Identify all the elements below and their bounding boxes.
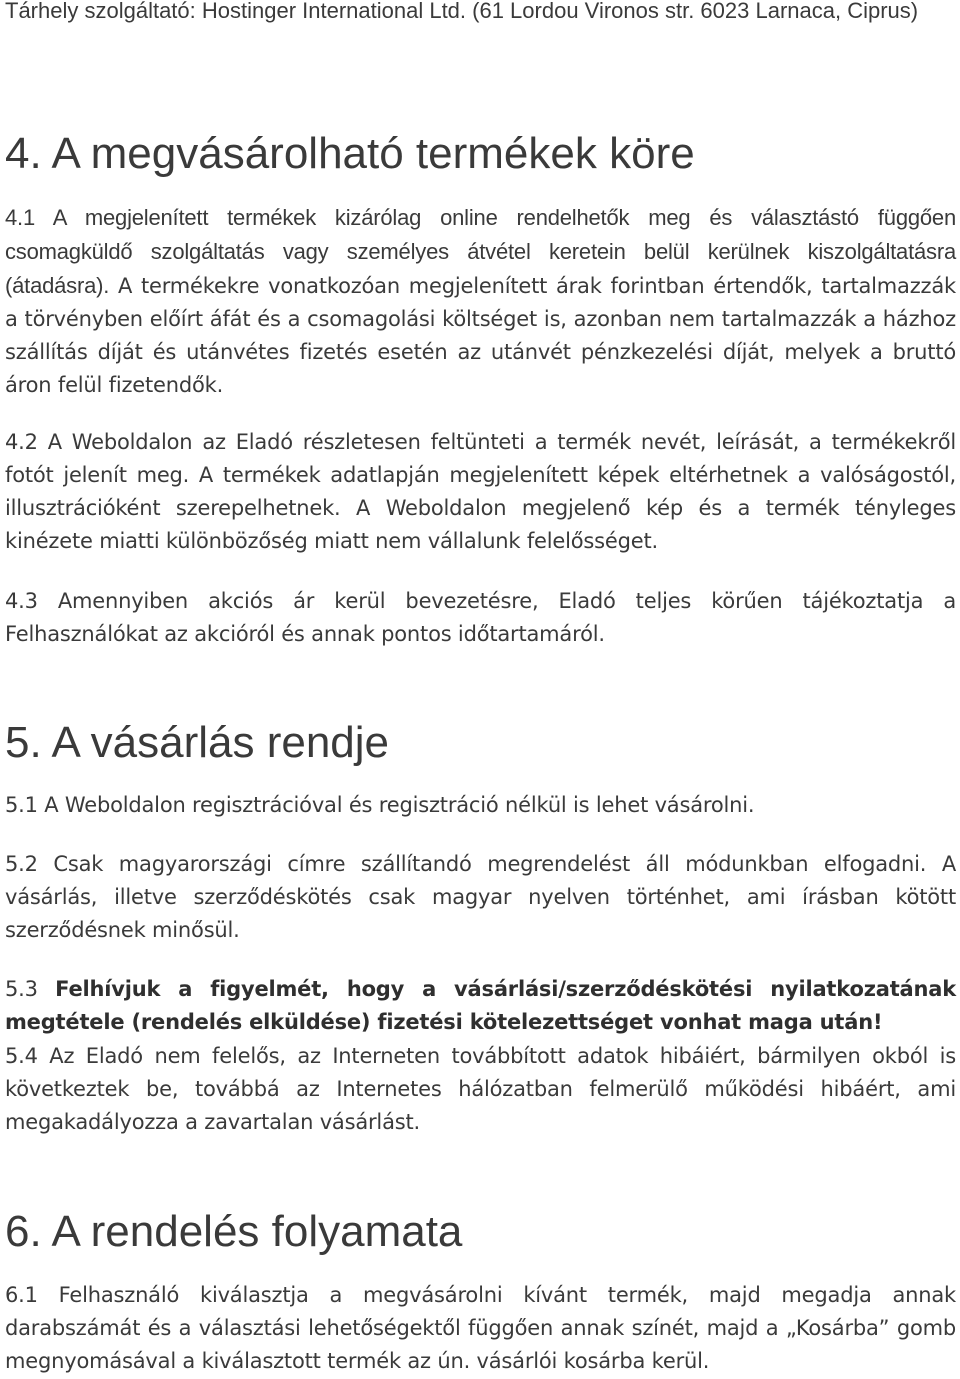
section-5-2-paragraph: 5.2 Csak magyarországi címre szállítandó megrendelést áll módunkban elfogadni. A vásárlás, illetve szerződéskötés csak magyar nyelven történhet, ami írásban kötött szerződésnek minősül.: [5, 852, 956, 942]
section-6-1-paragraph: 6.1 Felhasználó kiválasztja a megvásárolni kívánt termék, majd megadja annak darabszámát és a választási lehetőségektől függően annak színét, majd a „Kosárba” gomb megnyomásával a kiválasztott termék az ún. vásárlói kosárba kerül.: [5, 1283, 956, 1373]
section-4-1-paragraph: [5, 201, 956, 402]
section-5-3-paragraph: [5, 973, 956, 1039]
section-4-1-text-b: A termékekre vonatkozóan megjelenített árak forintban értendők, tartalmazzák a törvényben előírt áfát és a csomagolási költséget is, azonban nem tartalmazzák a házhoz szállítás díját és utánvétes fizetés esetén az utánvét pénzkezelési díját, melyek a bruttó áron felül fizetendők.: [5, 274, 956, 397]
section-5-heading: 5. A vásárlás rendje: [5, 718, 390, 767]
section-4-3-paragraph: 4.3 Amennyiben akciós ár kerül bevezetésre, Eladó teljes körűen tájékoztatja a Felhasználókat az akcióról és annak pontos időtartamáról.: [5, 589, 956, 646]
section-5-3-notice: Felhívjuk a figyelmét, hogy a vásárlási/szerződéskötési nyilatkozatának megtétele (rendelés elküldése) fizetési kötelezettséget vonhat maga után!: [5, 977, 956, 1034]
section-5-1-paragraph: 5.1 A Weboldalon regisztrációval és regisztráció nélkül is lehet vásárolni.: [5, 793, 755, 817]
section-5-3-prefix: 5.3: [5, 977, 56, 1001]
section-4-2-paragraph: 4.2 A Weboldalon az Eladó részletesen feltünteti a termék nevét, leírását, a termékekről fotót jelenít meg. A termékek adatlapján megjelenített képek eltérhetnek a valóságostól, illusztrációként szerepelhetnek. A Weboldalon megjelenő kép és a termék tényleges kinézete miatti különbözőség miatt nem vállalunk felelősséget.: [5, 430, 956, 553]
section-4-heading: 4. A megvásárolható termékek köre: [5, 129, 695, 178]
section-6-heading: 6. A rendelés folyamata: [5, 1207, 463, 1256]
section-5-4-paragraph: 5.4 Az Eladó nem felelős, az Interneten továbbított adatok hibáiért, bármilyen okból is következtek be, továbbá az Internetes hálózatban felmerülő működési hibáért, ami megakadályozza a zavartalan vásárlást.: [5, 1044, 956, 1134]
hosting-provider-text: Tárhely szolgáltató: Hostinger International Ltd. (61 Lordou Vironos str. 6023 Larnaca, Ciprus): [5, 0, 919, 23]
section-4-1-text-a: 4.1 A megjelenített termékek kizárólag online rendelhetők meg és választástó függően csomagküldő szolgáltatás vagy személyes átvétel keretein belül kerülnek kiszolgáltatásra (átadásra).: [5, 205, 956, 298]
